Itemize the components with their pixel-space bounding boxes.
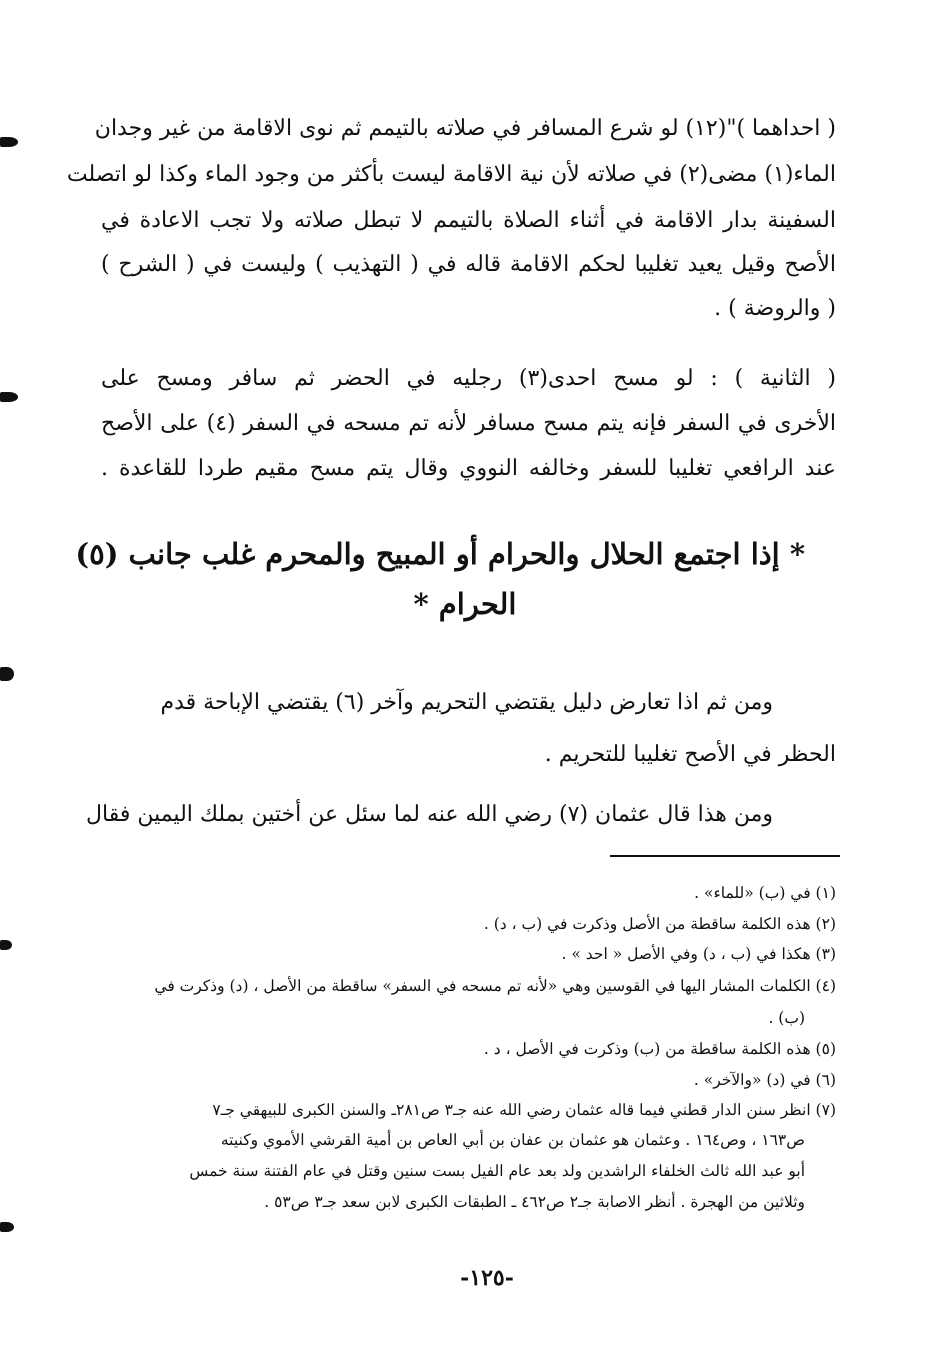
footnote-1: (١) في (ب) «للماء» . bbox=[694, 884, 836, 902]
section-heading-line1: * إذا اجتمع الحلال والحرام أو المبيح والمحرم غلب جانب (٥) bbox=[75, 537, 805, 571]
paragraph3-line2: الحظر في الأصح تغليبا للتحريم . bbox=[544, 742, 836, 767]
footnote-separator bbox=[610, 855, 840, 857]
binding-mark-1 bbox=[0, 137, 18, 147]
binding-mark-3 bbox=[0, 667, 14, 681]
paragraph1-line4: الأصح وقيل يعيد تغليبا لحكم الاقامة قاله في ( التهذيب ) وليست في ( الشرح ) bbox=[101, 252, 836, 277]
footnote-3: (٣) هكذا في (ب ، د) وفي الأصل « احد » . bbox=[561, 945, 836, 963]
paragraph3-line1: ومن ثم اذا تعارض دليل يقتضي التحريم وآخر (٦) يقتضي الإباحة قدم bbox=[160, 690, 773, 715]
footnote-7-line2: ص١٦٣ ، وص١٦٤ . وعثمان هو عثمان بن عفان بن أبي العاص بن أمية القرشي الأموي وكنيته bbox=[220, 1131, 805, 1149]
footnote-5: (٥) هذه الكلمة ساقطة من (ب) وذكرت في الأصل ، د . bbox=[483, 1040, 836, 1058]
paragraph2-line2: الأخرى في السفر فإنه يتم مسح مسافر لأنه تم مسحه في السفر (٤) على الأصح bbox=[101, 411, 836, 436]
footnote-4: (٤) الكلمات المشار اليها في القوسين وهي «لأنه تم مسحه في السفر» ساقطة من الأصل ، (د) وذكرت في bbox=[154, 977, 836, 995]
footnote-4-continued: (ب) . bbox=[768, 1009, 805, 1027]
paragraph1-line2: الماء(١) مضى(٢) في صلاته لأن نية الاقامة ليست بأكثر من وجود الماء وكذا لو اتصلت bbox=[66, 162, 836, 187]
paragraph4-line1: ومن هذا قال عثمان (٧) رضي الله عنه لما سئل عن أختين بملك اليمين فقال bbox=[86, 802, 773, 827]
binding-mark-4 bbox=[0, 940, 12, 950]
footnote-7-line3: أبو عبد الله ثالث الخلفاء الراشدين ولد بعد عام الفيل بست سنين وقتل في عام الفتنة سنة خمس bbox=[189, 1162, 805, 1180]
footnote-7: (٧) انظر سنن الدار قطني فيما قاله عثمان رضي الله عنه جـ٣ ص٢٨١ـ والسنن الكبرى للبيهقي جـ٧ bbox=[212, 1101, 836, 1119]
paragraph2-line1: ( الثانية ) : لو مسح احدى(٣) رجليه في الحضر ثم سافر ومسح على bbox=[101, 366, 836, 391]
page-number: -١٢٥- bbox=[460, 1265, 514, 1291]
paragraph2-line3: عند الرافعي تغليبا للسفر وخالفه النووي وقال يتم مسح مقيم طردا للقاعدة . bbox=[101, 456, 836, 481]
paragraph1-line3: السفينة بدار الاقامة في أثناء الصلاة بالتيمم لا تبطل صلاته ولا تجب الاعادة في bbox=[101, 208, 836, 233]
binding-mark-2 bbox=[0, 392, 18, 402]
section-heading-line2: الحرام * bbox=[413, 587, 517, 621]
footnote-2: (٢) هذه الكلمة ساقطة من الأصل وذكرت في (ب ، د) . bbox=[483, 915, 836, 933]
footnote-6: (٦) في (د) «والآخر» . bbox=[693, 1071, 836, 1089]
paragraph1-line5: ( والروضة ) . bbox=[714, 296, 836, 321]
footnote-7-line4: وثلاثين من الهجرة . أنظر الاصابة جـ٢ ص٤٦٢ ـ الطبقات الكبرى لابن سعد جـ٣ ص٥٣ . bbox=[264, 1193, 805, 1211]
binding-mark-5 bbox=[0, 1222, 14, 1232]
paragraph1-line1: ( احداهما )"(١٢) لو شرع المسافر في صلاته بالتيمم ثم نوى الاقامة من غير وجدان bbox=[94, 116, 836, 141]
